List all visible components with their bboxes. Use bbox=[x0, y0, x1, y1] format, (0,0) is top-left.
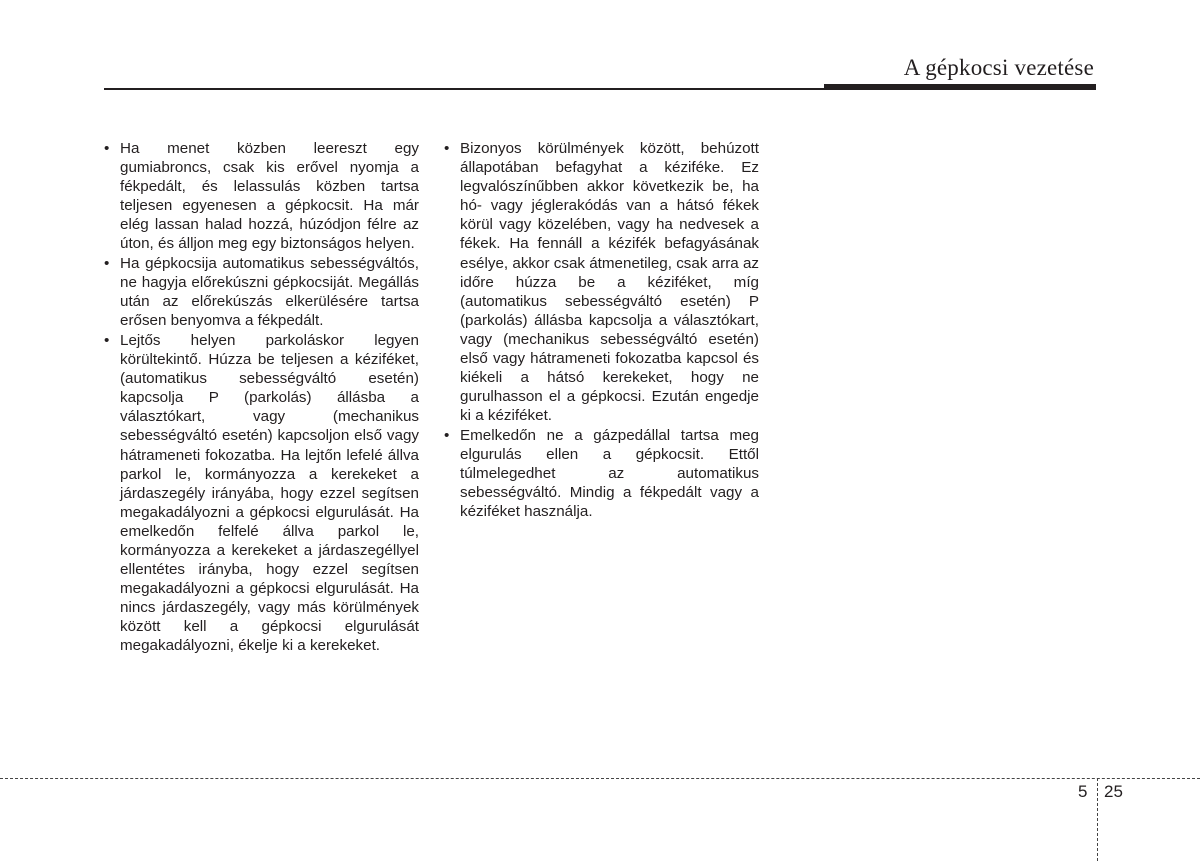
bullet-item: • Emelkedőn ne a gázpedállal tartsa meg elgurulás ellen a gépkocsit. Ettől túlmelegedhet az automatikus sebességváltó. Mindig a fékpedált vagy a kéziféket használja. bbox=[443, 426, 759, 521]
page-header-title: A gépkocsi vezetése bbox=[903, 55, 1094, 80]
header-rule-thick bbox=[824, 84, 1096, 90]
page-number: 25 bbox=[1104, 782, 1123, 801]
right-column bbox=[443, 139, 759, 522]
bullet-item: • Ha menet közben leereszt egy gumiabroncs, csak kis erővel nyomja a fékpedált, és lelassulás közben tartsa teljesen egyenesen a gépkocsit. Ha már elég lassan halad hozzá, húzódjon félre az úton, és álljon meg egy biztonságos helyen. bbox=[103, 139, 419, 254]
bullet-item: • Bizonyos körülmények között, behúzott állapotában befagyhat a kézifékе. Ez legvalószínűbben akkor következik be, ha hó- vagy jéglerakódás van a hátsó fékek körül vagy közelében, vagy ha nedvesek a fékek. Ha fennáll a kézifék befagyásának esélye, akkor csak átmenetileg, csak arra az időre húzza be a kéziféket, míg (automatikus sebességváltó esetén) P (parkolás) állásba kapcsolja a választókart, vagy (mechanikus sebességváltó esetén) első vagy hátrameneti fokozatba kapcsol és kiékeli a hátsó kerekeket, hogy ne gurulhasson el a gépkocsi. Ezután engedje ki a kéziféket. bbox=[443, 139, 759, 425]
footer-rule bbox=[0, 778, 1200, 779]
footer-divider bbox=[1097, 778, 1098, 861]
bullet-item: • Ha gépkocsija automatikus sebességváltós, ne hagyja előrekúszni gépkocsiját. Megállás után az előrekúszás elkerülésére tartsa erősen benyomva a fékpedált. bbox=[103, 254, 419, 330]
left-column bbox=[103, 139, 419, 656]
chapter-number: 5 bbox=[1078, 782, 1088, 801]
header-rule-thin bbox=[104, 88, 824, 90]
bullet-item: • Lejtős helyen parkoláskor legyen körültekintő. Húzza be teljesen a kéziféket, (automatikus sebességváltó esetén) kapcsolja P (parkolás) állásba a választókart, vagy (mechanikus sebességváltó esetén) kapcsoljon első vagy hátrameneti fokozatba. Ha lejtőn lefelé állva parkol le, kormányozza a kerekeket a járdaszegély irányába, hogy ezzel segítsen megakadályozni a gépkocsi elgurulását. Ha emelkedőn felfelé állva parkol le, kormányozza a kerekeket a járdaszegéllyel ellentétes irányba, hogy ezzel segítsen megakadályozni a gépkocsi elgurulását. Ha nincs járdaszegély, vagy más körülmények között kell a gépkocsi elgurulását megakadályozni, ékelje ki a kerekeket. bbox=[103, 331, 419, 656]
